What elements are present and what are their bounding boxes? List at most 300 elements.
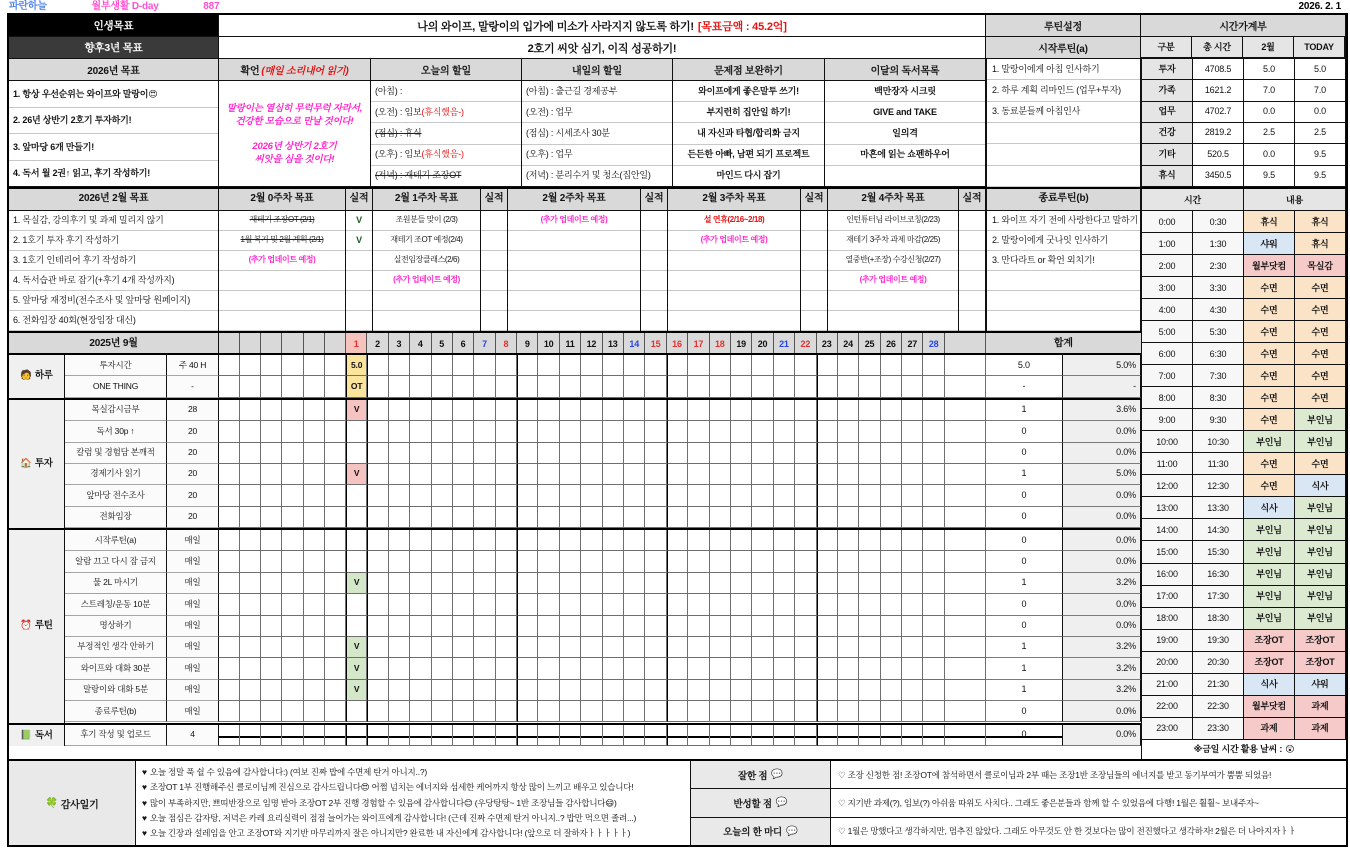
grid-cell[interactable]	[624, 355, 645, 376]
grid-cell[interactable]	[859, 551, 880, 572]
grid-cell[interactable]	[774, 701, 795, 722]
grid-cell[interactable]	[581, 701, 602, 722]
grid-cell[interactable]	[624, 573, 645, 594]
grid-cell[interactable]	[581, 464, 602, 485]
grid-cell[interactable]	[282, 658, 303, 679]
grid-cell[interactable]	[517, 464, 538, 485]
grid-cell[interactable]	[240, 594, 261, 615]
grid-cell[interactable]	[817, 355, 838, 376]
grid-cell[interactable]	[902, 485, 923, 506]
grid-cell[interactable]	[474, 485, 495, 506]
grid-cell[interactable]	[838, 376, 859, 397]
day1-cell[interactable]: V	[346, 400, 367, 421]
grid-cell[interactable]	[923, 485, 944, 506]
grid-cell[interactable]	[410, 573, 431, 594]
grid-cell[interactable]	[432, 485, 453, 506]
grid-cell[interactable]	[945, 485, 986, 506]
perf-check-cell[interactable]	[959, 271, 985, 291]
grid-cell[interactable]	[325, 443, 346, 464]
grid-cell[interactable]	[795, 485, 816, 506]
grid-cell[interactable]	[838, 507, 859, 528]
grid-cell[interactable]	[389, 421, 410, 442]
grid-cell[interactable]	[881, 507, 902, 528]
grid-cell[interactable]	[795, 594, 816, 615]
grid-cell[interactable]	[645, 573, 666, 594]
grid-cell[interactable]	[453, 658, 474, 679]
grid-cell[interactable]	[881, 400, 902, 421]
activity-cell[interactable]: 과제	[1295, 696, 1346, 718]
workbook-handle[interactable]: 파란하늘	[9, 1, 47, 12]
grid-cell[interactable]	[474, 701, 495, 722]
grid-cell[interactable]	[817, 421, 838, 442]
end-routine-item[interactable]: 2. 말랑이에게 굿나잇 인사하기	[987, 231, 1140, 251]
grid-cell[interactable]	[710, 400, 731, 421]
activity-cell[interactable]: 부인님	[1295, 608, 1346, 630]
grid-cell[interactable]	[667, 616, 688, 637]
grid-cell[interactable]	[282, 485, 303, 506]
problem-item[interactable]: 내 자신과 타협/합리화 금지	[673, 123, 824, 144]
grid-cell[interactable]	[282, 376, 303, 397]
grid-cell[interactable]	[367, 616, 388, 637]
grid-cell[interactable]	[432, 616, 453, 637]
week-goal-item[interactable]: 설 연휴(2/16~2/18)	[668, 211, 800, 231]
grid-cell[interactable]	[560, 400, 581, 421]
start-routine-item[interactable]	[987, 166, 1140, 187]
grid-cell[interactable]	[581, 376, 602, 397]
day1-cell[interactable]	[346, 594, 367, 615]
grid-cell[interactable]	[923, 400, 944, 421]
week-goal-item[interactable]	[508, 251, 640, 271]
grid-cell[interactable]	[688, 355, 709, 376]
grid-cell[interactable]	[645, 507, 666, 528]
grid-cell[interactable]	[731, 594, 752, 615]
grid-cell[interactable]	[923, 637, 944, 658]
feb-goal-item[interactable]: 6. 전화임장 40회(현장임장 대신)	[9, 311, 218, 331]
grid-cell[interactable]	[817, 443, 838, 464]
grid-cell[interactable]	[603, 443, 624, 464]
activity-cell[interactable]: 수면	[1244, 387, 1295, 409]
grid-cell[interactable]	[881, 701, 902, 722]
grid-cell[interactable]	[538, 376, 559, 397]
grid-cell[interactable]	[367, 355, 388, 376]
grid-cell[interactable]	[945, 573, 986, 594]
grid-cell[interactable]	[517, 507, 538, 528]
grid-cell[interactable]	[432, 464, 453, 485]
grid-cell[interactable]	[902, 680, 923, 701]
grid-cell[interactable]	[219, 701, 240, 722]
grid-cell[interactable]	[795, 551, 816, 572]
grid-cell[interactable]	[219, 616, 240, 637]
grid-cell[interactable]	[881, 637, 902, 658]
grid-cell[interactable]	[902, 530, 923, 551]
activity-cell[interactable]: 부인님	[1244, 431, 1295, 453]
grid-cell[interactable]	[282, 616, 303, 637]
grid-cell[interactable]	[410, 551, 431, 572]
grid-cell[interactable]	[923, 464, 944, 485]
activity-cell[interactable]: 부인님	[1295, 519, 1346, 541]
activity-cell[interactable]: 수면	[1295, 321, 1346, 343]
year-goal-item[interactable]: 4. 독서 월 2권↑ 읽고, 후기 작성하기!	[9, 161, 218, 188]
grid-cell[interactable]	[560, 464, 581, 485]
grid-cell[interactable]	[881, 616, 902, 637]
grid-cell[interactable]	[219, 573, 240, 594]
week-goal-item[interactable]	[668, 251, 800, 271]
grid-cell[interactable]	[774, 637, 795, 658]
grid-cell[interactable]	[325, 573, 346, 594]
activity-cell[interactable]: 수면	[1295, 277, 1346, 299]
grid-cell[interactable]	[603, 725, 624, 746]
grid-cell[interactable]	[219, 355, 240, 376]
grid-cell[interactable]	[432, 725, 453, 746]
activity-cell[interactable]: 샤워	[1295, 674, 1346, 696]
grid-cell[interactable]	[581, 443, 602, 464]
grid-cell[interactable]	[667, 637, 688, 658]
grid-cell[interactable]	[474, 400, 495, 421]
grid-cell[interactable]	[282, 701, 303, 722]
grid-cell[interactable]	[219, 680, 240, 701]
week-goal-item[interactable]: 실전임장클래스(2/6)	[373, 251, 480, 271]
grid-cell[interactable]	[710, 725, 731, 746]
activity-cell[interactable]: 식사	[1295, 475, 1346, 497]
grid-cell[interactable]	[304, 530, 325, 551]
grid-cell[interactable]	[923, 507, 944, 528]
tomorrow-todo-item[interactable]: (저녁) : 분리수거 및 청소(집안일)	[522, 166, 672, 187]
grid-cell[interactable]	[923, 443, 944, 464]
activity-cell[interactable]: 수면	[1244, 475, 1295, 497]
grid-cell[interactable]	[261, 658, 282, 679]
grid-cell[interactable]	[838, 573, 859, 594]
grid-cell[interactable]	[667, 400, 688, 421]
grid-cell[interactable]	[432, 658, 453, 679]
grid-cell[interactable]	[945, 725, 986, 746]
grid-cell[interactable]	[517, 376, 538, 397]
grid-cell[interactable]	[752, 355, 773, 376]
grid-cell[interactable]	[410, 701, 431, 722]
grid-cell[interactable]	[624, 637, 645, 658]
grid-cell[interactable]	[261, 485, 282, 506]
grid-cell[interactable]	[325, 594, 346, 615]
grid-cell[interactable]	[325, 400, 346, 421]
end-routine-item[interactable]: 3. 만다라트 or 확언 외치기!	[987, 251, 1140, 271]
grid-cell[interactable]	[367, 443, 388, 464]
grid-cell[interactable]	[731, 376, 752, 397]
grid-cell[interactable]	[389, 573, 410, 594]
day1-cell[interactable]: V	[346, 464, 367, 485]
activity-cell[interactable]: 식사	[1244, 497, 1295, 519]
grid-cell[interactable]	[881, 725, 902, 746]
grid-cell[interactable]	[731, 464, 752, 485]
grid-cell[interactable]	[645, 680, 666, 701]
week-goal-item[interactable]	[373, 311, 480, 331]
activity-cell[interactable]: 수면	[1244, 299, 1295, 321]
grid-cell[interactable]	[752, 507, 773, 528]
book-item[interactable]: 일의격	[825, 123, 985, 144]
grid-cell[interactable]	[603, 701, 624, 722]
perf-check-cell[interactable]	[641, 271, 667, 291]
today-todo-item[interactable]	[371, 145, 521, 166]
grid-cell[interactable]	[261, 464, 282, 485]
grid-cell[interactable]	[945, 530, 986, 551]
grid-cell[interactable]	[645, 485, 666, 506]
grid-cell[interactable]	[688, 507, 709, 528]
day1-cell[interactable]	[346, 530, 367, 551]
grid-cell[interactable]	[603, 573, 624, 594]
year-goal-item[interactable]: 2. 26년 상반기 2호기 투자하기!	[9, 108, 218, 135]
grid-cell[interactable]	[389, 530, 410, 551]
grid-cell[interactable]	[817, 507, 838, 528]
grid-cell[interactable]	[902, 725, 923, 746]
grid-cell[interactable]	[517, 485, 538, 506]
day1-cell[interactable]: 5.0	[346, 355, 367, 376]
grid-cell[interactable]	[731, 725, 752, 746]
grid-cell[interactable]	[838, 616, 859, 637]
grid-cell[interactable]	[752, 680, 773, 701]
activity-cell[interactable]: 샤워	[1244, 233, 1295, 255]
grid-cell[interactable]	[261, 637, 282, 658]
grid-cell[interactable]	[710, 616, 731, 637]
perf-check-cell[interactable]	[801, 291, 827, 311]
day1-cell[interactable]	[346, 421, 367, 442]
grid-cell[interactable]	[282, 530, 303, 551]
grid-cell[interactable]	[752, 376, 773, 397]
grid-cell[interactable]	[538, 400, 559, 421]
grid-cell[interactable]	[432, 573, 453, 594]
grid-cell[interactable]	[261, 573, 282, 594]
problem-item[interactable]: 와이프에게 좋은말투 쓰기!	[673, 81, 824, 102]
today-todo-item[interactable]	[371, 166, 521, 187]
grid-cell[interactable]	[624, 376, 645, 397]
start-routine-item[interactable]: 2. 하루 계획 리마인드 (업무+투자)	[987, 80, 1140, 101]
grid-cell[interactable]	[517, 637, 538, 658]
grid-cell[interactable]	[453, 594, 474, 615]
grid-cell[interactable]	[688, 637, 709, 658]
grid-cell[interactable]	[945, 421, 986, 442]
grid-cell[interactable]	[538, 725, 559, 746]
grid-cell[interactable]	[859, 376, 880, 397]
grid-cell[interactable]	[902, 507, 923, 528]
week-goal-item[interactable]: 재테기 3주차 과제 마감(2/25)	[828, 231, 958, 251]
grid-cell[interactable]	[774, 507, 795, 528]
grid-cell[interactable]	[667, 701, 688, 722]
grid-cell[interactable]	[859, 701, 880, 722]
grid-cell[interactable]	[517, 725, 538, 746]
activity-cell[interactable]: 목실감	[1295, 255, 1346, 277]
grid-cell[interactable]	[453, 507, 474, 528]
grid-cell[interactable]	[902, 464, 923, 485]
grid-cell[interactable]	[838, 725, 859, 746]
grid-cell[interactable]	[923, 680, 944, 701]
perf-check-cell[interactable]	[481, 231, 507, 251]
grid-cell[interactable]	[325, 680, 346, 701]
grid-cell[interactable]	[902, 355, 923, 376]
perf-check-cell[interactable]	[481, 311, 507, 331]
grid-cell[interactable]	[624, 421, 645, 442]
grid-cell[interactable]	[710, 573, 731, 594]
day1-cell[interactable]	[346, 701, 367, 722]
grid-cell[interactable]	[410, 376, 431, 397]
grid-cell[interactable]	[881, 573, 902, 594]
grid-cell[interactable]	[624, 616, 645, 637]
grid-cell[interactable]	[219, 551, 240, 572]
review-text[interactable]: ♡ 1월은 망했다고 생각하지만, 멈추진 않았다. 그래도 아무것도 안 한 것보다는 많이 전진했다고 생각하자! 2월은 더 나아지자ㅏㅏ	[838, 826, 1297, 837]
grid-cell[interactable]	[902, 376, 923, 397]
day1-cell[interactable]	[346, 725, 367, 746]
grid-cell[interactable]	[923, 658, 944, 679]
grid-cell[interactable]	[219, 443, 240, 464]
grid-cell[interactable]	[838, 701, 859, 722]
activity-cell[interactable]: 수면	[1295, 299, 1346, 321]
activity-cell[interactable]: 부인님	[1244, 564, 1295, 586]
grid-cell[interactable]	[367, 573, 388, 594]
grid-cell[interactable]	[859, 400, 880, 421]
grid-cell[interactable]	[817, 551, 838, 572]
grid-cell[interactable]	[923, 616, 944, 637]
grid-cell[interactable]	[432, 637, 453, 658]
grid-cell[interactable]	[432, 680, 453, 701]
grid-cell[interactable]	[410, 355, 431, 376]
grid-cell[interactable]	[817, 680, 838, 701]
grid-cell[interactable]	[881, 355, 902, 376]
grid-cell[interactable]	[645, 400, 666, 421]
grid-cell[interactable]	[774, 421, 795, 442]
grid-cell[interactable]	[710, 680, 731, 701]
grid-cell[interactable]	[902, 400, 923, 421]
grid-cell[interactable]	[474, 443, 495, 464]
tomorrow-todo-item[interactable]: (아침) : 출근길 경제공부	[522, 81, 672, 102]
grid-cell[interactable]	[731, 573, 752, 594]
grid-cell[interactable]	[688, 400, 709, 421]
grid-cell[interactable]	[453, 400, 474, 421]
activity-cell[interactable]: 부인님	[1295, 431, 1346, 453]
grid-cell[interactable]	[774, 530, 795, 551]
grid-cell[interactable]	[538, 573, 559, 594]
perf-check-cell[interactable]	[959, 311, 985, 331]
activity-cell[interactable]: 부인님	[1244, 541, 1295, 563]
grid-cell[interactable]	[453, 551, 474, 572]
grid-cell[interactable]	[859, 573, 880, 594]
grid-cell[interactable]	[688, 680, 709, 701]
grid-cell[interactable]	[859, 658, 880, 679]
week-goal-item[interactable]	[508, 231, 640, 251]
grid-cell[interactable]	[282, 725, 303, 746]
week-goal-item[interactable]: 재테기 조OT 예정(2/4)	[373, 231, 480, 251]
grid-cell[interactable]	[560, 616, 581, 637]
grid-cell[interactable]	[774, 594, 795, 615]
book-item[interactable]: 마흔에 읽는 쇼펜하우어	[825, 145, 985, 166]
grid-cell[interactable]	[560, 725, 581, 746]
grid-cell[interactable]	[859, 485, 880, 506]
grid-cell[interactable]	[881, 658, 902, 679]
grid-cell[interactable]	[581, 355, 602, 376]
grid-cell[interactable]	[496, 658, 517, 679]
grid-cell[interactable]	[560, 573, 581, 594]
activity-cell[interactable]: 부인님	[1295, 541, 1346, 563]
start-routine-item[interactable]	[987, 144, 1140, 165]
end-routine-item[interactable]	[987, 291, 1140, 311]
grid-cell[interactable]	[581, 400, 602, 421]
problem-item[interactable]: 마인드 다시 잡기	[673, 166, 824, 187]
activity-cell[interactable]: 부인님	[1244, 586, 1295, 608]
grid-cell[interactable]	[538, 616, 559, 637]
day1-cell[interactable]: V	[346, 658, 367, 679]
grid-cell[interactable]	[710, 485, 731, 506]
grid-cell[interactable]	[453, 464, 474, 485]
grid-cell[interactable]	[432, 551, 453, 572]
grid-cell[interactable]	[367, 376, 388, 397]
grid-cell[interactable]	[474, 507, 495, 528]
grid-cell[interactable]	[752, 594, 773, 615]
grid-cell[interactable]	[731, 485, 752, 506]
grid-cell[interactable]	[817, 594, 838, 615]
grid-cell[interactable]	[945, 637, 986, 658]
end-routine-item[interactable]	[987, 271, 1140, 291]
grid-cell[interactable]	[240, 421, 261, 442]
activity-cell[interactable]: 월부닷컴	[1244, 255, 1295, 277]
grid-cell[interactable]	[859, 421, 880, 442]
grid-cell[interactable]	[325, 464, 346, 485]
grid-cell[interactable]	[474, 680, 495, 701]
grid-cell[interactable]	[304, 485, 325, 506]
grid-cell[interactable]	[774, 551, 795, 572]
grid-cell[interactable]	[240, 507, 261, 528]
week-goal-item[interactable]: (추가 업데이트 예정)	[219, 251, 345, 271]
grid-cell[interactable]	[645, 443, 666, 464]
grid-cell[interactable]	[795, 421, 816, 442]
grid-cell[interactable]	[667, 443, 688, 464]
grid-cell[interactable]	[496, 421, 517, 442]
feb-goal-item[interactable]: 1. 목실감, 강의후기 및 과제 밀리지 않기	[9, 211, 218, 231]
grid-cell[interactable]	[304, 355, 325, 376]
grid-cell[interactable]	[453, 616, 474, 637]
perf-check-cell[interactable]	[641, 311, 667, 331]
grid-cell[interactable]	[795, 725, 816, 746]
grid-cell[interactable]	[410, 421, 431, 442]
grid-cell[interactable]	[389, 464, 410, 485]
grid-cell[interactable]	[432, 443, 453, 464]
grid-cell[interactable]	[945, 376, 986, 397]
grid-cell[interactable]	[325, 616, 346, 637]
day1-cell[interactable]	[346, 616, 367, 637]
grid-cell[interactable]	[817, 637, 838, 658]
grid-cell[interactable]	[838, 530, 859, 551]
grid-cell[interactable]	[838, 658, 859, 679]
grid-cell[interactable]	[774, 443, 795, 464]
grid-cell[interactable]	[838, 680, 859, 701]
grid-cell[interactable]	[881, 680, 902, 701]
grid-cell[interactable]	[240, 725, 261, 746]
grid-cell[interactable]	[496, 443, 517, 464]
grid-cell[interactable]	[453, 725, 474, 746]
grid-cell[interactable]	[603, 507, 624, 528]
grid-cell[interactable]	[517, 355, 538, 376]
activity-cell[interactable]: 조장OT	[1244, 652, 1295, 674]
grid-cell[interactable]	[731, 658, 752, 679]
grid-cell[interactable]	[902, 616, 923, 637]
week-goal-item[interactable]: 재테기 조장OT (2/1)	[219, 211, 345, 231]
grid-cell[interactable]	[389, 507, 410, 528]
grid-cell[interactable]	[581, 616, 602, 637]
grid-cell[interactable]	[389, 658, 410, 679]
grid-cell[interactable]	[710, 658, 731, 679]
grid-cell[interactable]	[219, 421, 240, 442]
grid-cell[interactable]	[923, 355, 944, 376]
grid-cell[interactable]	[240, 573, 261, 594]
grid-cell[interactable]	[667, 530, 688, 551]
grid-cell[interactable]	[560, 594, 581, 615]
perf-check-cell[interactable]	[641, 251, 667, 271]
grid-cell[interactable]	[731, 616, 752, 637]
grid-cell[interactable]	[752, 485, 773, 506]
